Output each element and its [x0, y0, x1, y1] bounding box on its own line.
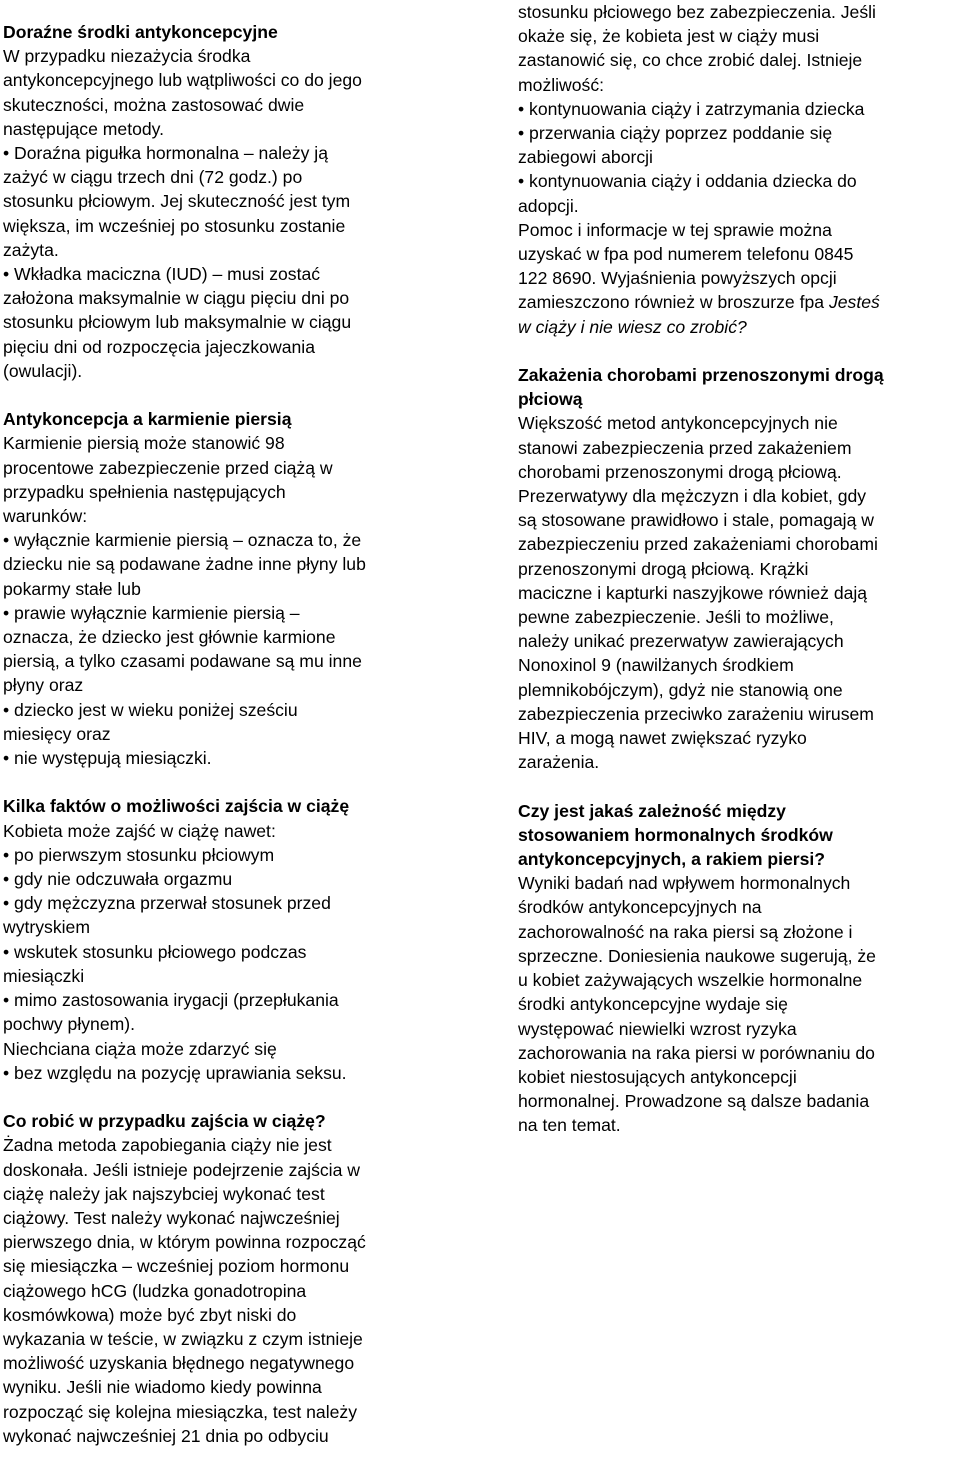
sti-lines	[518, 411, 958, 774]
text-line: adopcji.	[518, 195, 579, 216]
text-line: maciczne i kapturki naszyjkowe również dają	[518, 582, 868, 603]
text-line: stosunku płciowym lub maksymalnie w ciągu	[3, 312, 352, 333]
text-line: miesiączki	[3, 965, 85, 986]
brochure-title: w ciąży i nie wiesz co zrobić?	[518, 316, 747, 337]
text-line: zabiegowi aborcji	[518, 147, 653, 168]
section-pregnancy-facts	[3, 794, 443, 1084]
text-line: sprzeczne. Doniesienia naukowe sugerują, że	[518, 945, 876, 966]
text-line: wykazania w teście, w związku z czym istnieje	[3, 1328, 363, 1349]
text-line: są stosowane prawidłowo i stale, pomagają w	[518, 510, 874, 531]
text-line: Kobieta może zajść w ciążę nawet:	[3, 820, 276, 841]
text-line: stosunku płciowego bez zabezpieczenia. Jeśli	[518, 2, 876, 22]
text-line: zabezpieczeniu przed zakażeniami chorobami	[518, 534, 878, 555]
text-line: pokarmy stałe lub	[3, 578, 141, 599]
section-heading: Antykoncepcja a karmienie piersią	[3, 409, 292, 430]
text-line: • wyłącznie karmienie piersią – oznacza to, że	[3, 530, 362, 551]
text-line: środki antykoncepcyjne wydaje się	[518, 994, 788, 1015]
section-heading	[518, 799, 958, 872]
text-line: wyniku. Jeśli nie wiadomo kiedy powinna	[3, 1377, 322, 1398]
text-line: piersią, a tylko czasami podawane są mu inne	[3, 651, 362, 672]
text-line: • gdy nie odczuwała orgazmu	[3, 869, 233, 890]
text-line: • kontynuowania ciąży i zatrzymania dziecka	[518, 98, 865, 119]
text-line: • prawie wyłącznie karmienie piersią –	[3, 602, 300, 623]
text-line: doskonała. Jeśli istnieje podejrzenie zajścia w	[3, 1159, 360, 1180]
text-line: wytryskiem	[3, 917, 90, 938]
text-line: Większość metod antykoncepcyjnych nie	[518, 413, 838, 434]
text-line: stanowi zabezpieczenia przed zakażeniem	[518, 437, 852, 458]
text-line: warunków:	[3, 506, 88, 527]
text-line: • gdy mężczyzna przerwał stosunek przed	[3, 893, 331, 914]
text-line: Żadna metoda zapobiegania ciąży nie jest	[3, 1135, 332, 1156]
emergency-lines	[3, 44, 443, 383]
text-line: przypadku spełnienia następujących	[3, 481, 286, 502]
left-column	[3, 20, 443, 1448]
cancer-lines	[518, 871, 958, 1137]
text-line: okaże się, że kobieta jest w ciąży musi	[518, 26, 820, 47]
text-line: pochwy płynem).	[3, 1014, 136, 1035]
text-line: zamieszczono również w broszurze fpa Jesteś	[518, 292, 880, 313]
text-line: możliwość:	[518, 74, 605, 95]
text-line: Wyniki badań nad wpływem hormonalnych	[518, 873, 851, 894]
text-line: oznacza, że dziecko jest głównie karmione	[3, 627, 336, 648]
text-line: wykonać najwcześniej 21 dnia po odbyciu	[3, 1425, 329, 1446]
text-line: Niechciana ciąża może zdarzyć się	[3, 1038, 277, 1059]
section-heading: Zakażenia chorobami przenoszonymi drogą	[518, 365, 884, 386]
text-line: Pomoc i informacje w tej sprawie można	[518, 219, 832, 240]
text-line: pięciu dni od rozpoczęcia jajeczkowania	[3, 336, 315, 357]
section-sti	[518, 363, 958, 774]
text-line: następujące metody.	[3, 118, 165, 139]
section-heading: Doraźne środki antykoncepcyjne	[3, 22, 278, 42]
text-line: u kobiet zażywających wszelkie hormonalne	[518, 970, 863, 991]
text-line: (owulacji).	[3, 360, 83, 381]
text-line: • wskutek stosunku płciowego podczas	[3, 941, 307, 962]
text-line: hormonalnej. Prowadzone są dalsze badania	[518, 1091, 870, 1112]
text-line: • Doraźna pigułka hormonalna – należy ją	[3, 143, 328, 164]
section-breastfeeding	[3, 407, 443, 770]
section-heading: Kilka faktów o możliwości zajścia w ciążę	[3, 796, 350, 817]
text-line: Czy jest jakaś zależność między	[518, 800, 786, 821]
text-line: W przypadku niezażycia środka	[3, 46, 251, 67]
text-line: • kontynuowania ciąży i oddania dziecka do	[518, 171, 857, 192]
text-line: antykoncepcyjnego lub wątpliwości co do jego	[3, 70, 362, 91]
text-line: dziecku nie są podawane żadne inne płyny lub	[3, 554, 366, 575]
text-line: HIV, a mogą nawet zwiększać ryzyko	[518, 728, 807, 749]
text-line: większa, im wcześniej po stosunku zostanie	[3, 215, 346, 236]
text-line: plemnikobójczym), gdyż nie stanowią one	[518, 679, 843, 700]
section-what-to-do	[3, 1109, 443, 1448]
text-line: kobiet niestosujących antykoncepcji	[518, 1066, 797, 1087]
continuation-lines	[518, 0, 958, 315]
text-line: stosunku płciowym. Jej skuteczność jest tym	[3, 191, 351, 212]
text-line: chorobami przenoszonymi drogą płciową.	[518, 461, 842, 482]
text-line: się miesiączka – wcześniej poziom hormonu	[3, 1256, 350, 1277]
text-line: Karmienie piersią może stanowić 98	[3, 433, 285, 454]
text-line: 122 8690. Wyjaśnienia powyższych opcji	[518, 268, 837, 289]
text-line: ciążowy. Test należy wykonać najwcześniej	[3, 1207, 340, 1228]
text-line: • nie występują miesiączki.	[3, 748, 212, 769]
text-line: środków antykoncepcyjnych na	[518, 897, 762, 918]
text-line: miesięcy oraz	[3, 723, 111, 744]
text-line: Prezerwatywy dla mężczyzn i dla kobiet, gdy	[518, 486, 867, 507]
facts-lines	[3, 819, 443, 1085]
text-line: pierwszego dnia, w którym powinna rozpocząć	[3, 1232, 366, 1253]
text-line: zastanowić się, co chce zrobić dalej. Istnieje	[518, 50, 863, 71]
text-line: kosmówkowa) może być zbyt niski do	[3, 1304, 297, 1325]
section-heading: Co robić w przypadku zajścia w ciążę?	[3, 1111, 326, 1132]
text-line: • dziecko jest w wieku poniżej sześciu	[3, 699, 298, 720]
text-line: stosowaniem hormonalnych środków	[518, 824, 833, 845]
text-line: przenoszonymi drogą płciową. Krążki	[518, 558, 809, 579]
text-line: Nonoxinol 9 (nawilżanych środkiem	[518, 655, 794, 676]
text-line: skuteczności, można zastosować dwie	[3, 94, 305, 115]
right-column	[518, 0, 958, 1138]
text-line: należy unikać prezerwatyw zawierających	[518, 631, 844, 652]
text-line: uzyskać w fpa pod numerem telefonu 0845	[518, 244, 854, 265]
section-breast-cancer	[518, 799, 958, 1138]
text-line: rozpocząć się kolejna miesiączka, test należy	[3, 1401, 357, 1422]
what-to-do-lines	[3, 1133, 443, 1448]
text-line: zarażenia.	[518, 752, 600, 773]
section-emergency-contraception	[3, 20, 443, 383]
text-line: • po pierwszym stosunku płciowym	[3, 844, 275, 865]
text-line: pewne zabezpieczenie. Jeśli to możliwe,	[518, 607, 834, 628]
text-line: procentowe zabezpieczenie przed ciążą w	[3, 457, 333, 478]
text-line: ciążę należy jak najszybciej wykonać test	[3, 1183, 325, 1204]
section-heading-cont: płciową	[518, 389, 583, 410]
text-line: założona maksymalnie w ciągu pięciu dni po	[3, 288, 350, 309]
text-line: • przerwania ciąży poprzez poddanie się	[518, 123, 833, 144]
text-line: zażyta.	[3, 239, 59, 260]
text-line: płyny oraz	[3, 675, 84, 696]
text-line: zażyć w ciągu trzech dni (72 godz.) po	[3, 167, 303, 188]
text-line: możliwość uzyskania błędnego negatywnego	[3, 1353, 355, 1374]
text-line: występować niewielki wzrost ryzyka	[518, 1018, 797, 1039]
text-line: na ten temat.	[518, 1115, 621, 1136]
text-line: • mimo zastosowania irygacji (przepłukania	[3, 990, 339, 1011]
text-line: zabezpieczenia przeciwko zarażeniu wirusem	[518, 703, 874, 724]
text-line: • Wkładka maciczna (IUD) – musi zostać	[3, 264, 321, 285]
text-line: zachorowania na raka piersi w porównaniu do	[518, 1042, 875, 1063]
text-line: antykoncepcyjnych, a rakiem piersi?	[518, 849, 826, 870]
breastfeeding-lines	[3, 431, 443, 770]
section-continuation	[518, 0, 958, 339]
brochure-title-start: Jesteś	[828, 292, 880, 313]
text-line: • bez względu na pozycję uprawiania seksu.	[3, 1062, 347, 1083]
text-line: ciążowego hCG (ludzka gonadotropina	[3, 1280, 307, 1301]
text-line: zachorowalność na raka piersi są złożone i	[518, 921, 853, 942]
